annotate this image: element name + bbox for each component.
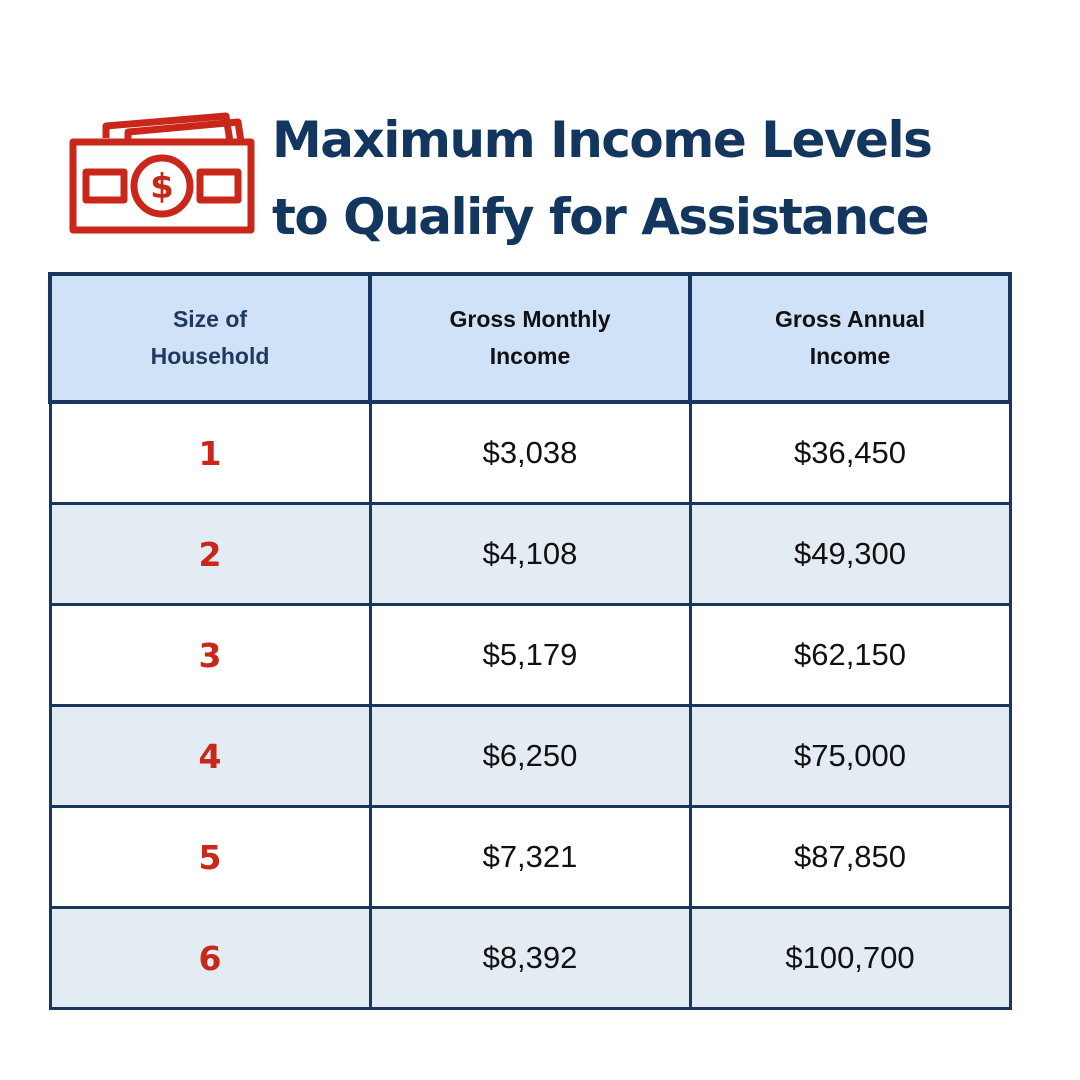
gross-monthly-cell: $3,038 — [370, 402, 690, 504]
title-line-2: to Qualify for Assistance — [272, 188, 929, 246]
gross-monthly-cell: $6,250 — [370, 706, 690, 807]
header-household-size-line-2: Household — [150, 343, 270, 369]
gross-annual-cell: $87,850 — [690, 807, 1010, 908]
gross-annual-cell: $100,700 — [690, 908, 1010, 1009]
gross-annual-cell: $62,150 — [690, 605, 1010, 706]
gross-annual-cell: $75,000 — [690, 706, 1010, 807]
header-household-size — [50, 274, 370, 402]
header-gross-monthly-line-2: Income — [489, 343, 571, 369]
page-title — [272, 102, 931, 256]
household-size-cell: 3 — [50, 605, 370, 706]
gross-annual-cell: $49,300 — [690, 504, 1010, 605]
household-size-cell: 4 — [50, 706, 370, 807]
header-gross-monthly-line-1: Gross Monthly — [449, 306, 611, 332]
gross-annual-cell: $36,450 — [690, 402, 1010, 504]
table-row — [50, 807, 1010, 908]
header-gross-annual-line-2: Income — [809, 343, 891, 369]
table-body — [50, 402, 1010, 1009]
table-row — [50, 605, 1010, 706]
gross-monthly-cell: $7,321 — [370, 807, 690, 908]
income-levels-table — [48, 272, 1012, 1010]
header-gross-annual-line-1: Gross Annual — [775, 306, 925, 332]
household-size-cell: 2 — [50, 504, 370, 605]
household-size-cell: 6 — [50, 908, 370, 1009]
header-gross-annual-income — [690, 274, 1010, 402]
money-bills-icon — [68, 112, 258, 238]
table-header-row — [50, 274, 1010, 402]
household-size-cell: 1 — [50, 402, 370, 504]
table-row — [50, 706, 1010, 807]
header-gross-monthly-income — [370, 274, 690, 402]
table-row — [50, 908, 1010, 1009]
header-household-size-line-1: Size of — [172, 306, 248, 332]
table-row — [50, 504, 1010, 605]
page-header — [0, 0, 1080, 260]
household-size-cell: 5 — [50, 807, 370, 908]
table-header — [50, 274, 1010, 402]
table-row — [50, 402, 1010, 504]
title-line-1: Maximum Income Levels — [272, 111, 932, 169]
gross-monthly-cell: $8,392 — [370, 908, 690, 1009]
gross-monthly-cell: $4,108 — [370, 504, 690, 605]
gross-monthly-cell: $5,179 — [370, 605, 690, 706]
svg-text:$: $ — [150, 167, 174, 207]
